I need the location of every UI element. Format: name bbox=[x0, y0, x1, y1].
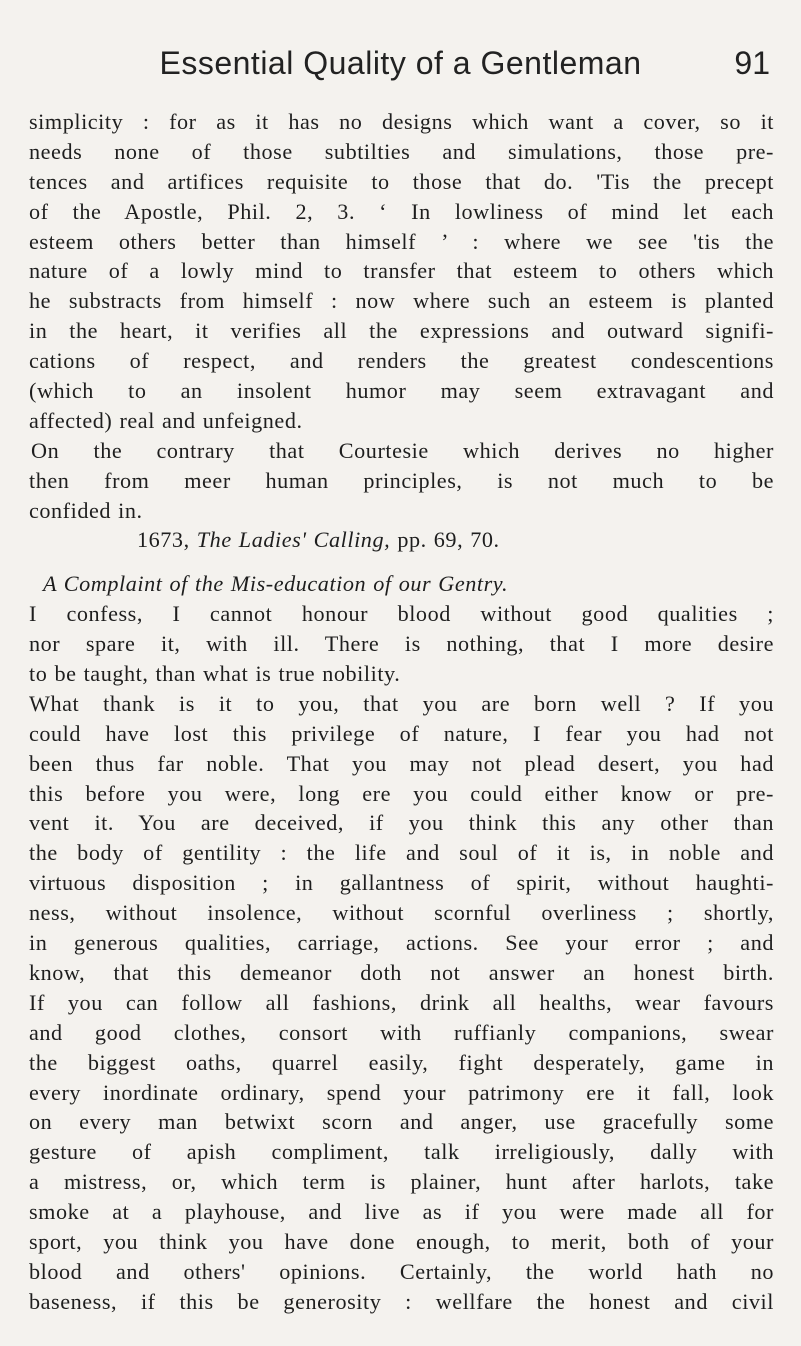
section-heading: A Complaint of the Mis-education of our Gentry. bbox=[43, 571, 509, 597]
body-text bbox=[29, 107, 774, 1317]
text-line: affected) real and unfeigned. bbox=[29, 407, 303, 433]
text-line: to be taught, than what is true nobility. bbox=[29, 661, 401, 687]
text-line: cations of respect, and renders the greatest condescentions bbox=[29, 348, 774, 374]
running-head bbox=[0, 45, 801, 91]
text-line: vent it. You are deceived, if you think this any other than bbox=[29, 810, 774, 836]
text-line: nor spare it, with ill. There is nothing, that I more desire bbox=[29, 631, 774, 657]
running-title: Essential Quality of a Gentleman bbox=[159, 45, 642, 81]
text-line: I confess, I cannot honour blood without good qualities ; bbox=[29, 601, 774, 627]
page-number: 91 bbox=[734, 45, 770, 81]
text-line: smoke at a playhouse, and live as if you were made all for bbox=[29, 1199, 774, 1225]
text-line: he substracts from himself : now where such an esteem is planted bbox=[29, 288, 774, 314]
citation-pages: pp. 69, 70. bbox=[397, 527, 500, 553]
text-line: ness, without insolence, without scornful overliness ; shortly, bbox=[29, 900, 774, 926]
text-line: confided in. bbox=[29, 497, 143, 523]
text-line: the biggest oaths, quarrel easily, fight desperately, game in bbox=[29, 1049, 774, 1075]
citation-year: 1673, bbox=[137, 527, 190, 553]
text-line: then from meer human principles, is not much to be bbox=[29, 467, 774, 493]
text-line: simplicity : for as it has no designs which want a cover, so it bbox=[29, 109, 774, 134]
text-line: virtuous disposition ; in gallantness of spirit, without haughti- bbox=[29, 870, 774, 896]
source-citation bbox=[29, 525, 774, 555]
text-line: on every man betwixt scorn and anger, use gracefully some bbox=[29, 1109, 774, 1135]
section-gap bbox=[29, 555, 774, 569]
text-line: know, that this demeanor doth not answer an honest birth. bbox=[29, 959, 774, 985]
text-line: every inordinate ordinary, spend your patrimony ere it fall, look bbox=[29, 1079, 774, 1105]
text-line: needs none of those subtilties and simulations, those pre- bbox=[29, 138, 774, 164]
text-line: (which to an insolent humor may seem extravagant and bbox=[29, 378, 774, 404]
text-line: What thank is it to you, that you are born well ? If you bbox=[29, 690, 774, 716]
text-line: gesture of apish compliment, talk irreligiously, dally with bbox=[29, 1139, 774, 1165]
text-line: a mistress, or, which term is plainer, hunt after harlots, take bbox=[29, 1169, 774, 1195]
text-line: tences and artifices requisite to those that do. 'Tis the precept bbox=[29, 168, 774, 194]
text-line: blood and others' opinions. Certainly, the world hath no bbox=[29, 1258, 774, 1284]
text-line: nature of a lowly mind to transfer that esteem to others which bbox=[29, 258, 774, 284]
text-line: could have lost this privilege of nature, I fear you had not bbox=[29, 720, 774, 746]
citation-title: The Ladies' Calling, bbox=[196, 527, 391, 553]
text-line: and good clothes, consort with ruffianly companions, swear bbox=[29, 1019, 774, 1045]
text-line: this before you were, long ere you could either know or pre- bbox=[29, 780, 774, 806]
text-line: baseness, if this be generosity : wellfare the honest and civil bbox=[29, 1288, 774, 1314]
text-line: the body of gentility : the life and soul of it is, in noble and bbox=[29, 840, 774, 866]
text-line: On the contrary that Courtesie which derives no higher bbox=[31, 437, 774, 463]
text-line: If you can follow all fashions, drink all healths, wear favours bbox=[29, 989, 774, 1015]
text-line: been thus far noble. That you may not plead desert, you had bbox=[29, 750, 774, 776]
text-line: in the heart, it verifies all the expressions and outward signifi- bbox=[29, 318, 774, 344]
text-line: of the Apostle, Phil. 2, 3. ‘ In lowliness of mind let each bbox=[29, 198, 774, 224]
text-line: sport, you think you have done enough, to merit, both of your bbox=[29, 1228, 774, 1254]
text-line: esteem others better than himself ’ : where we see 'tis the bbox=[29, 228, 774, 254]
text-line: in generous qualities, carriage, actions. See your error ; and bbox=[29, 930, 774, 956]
